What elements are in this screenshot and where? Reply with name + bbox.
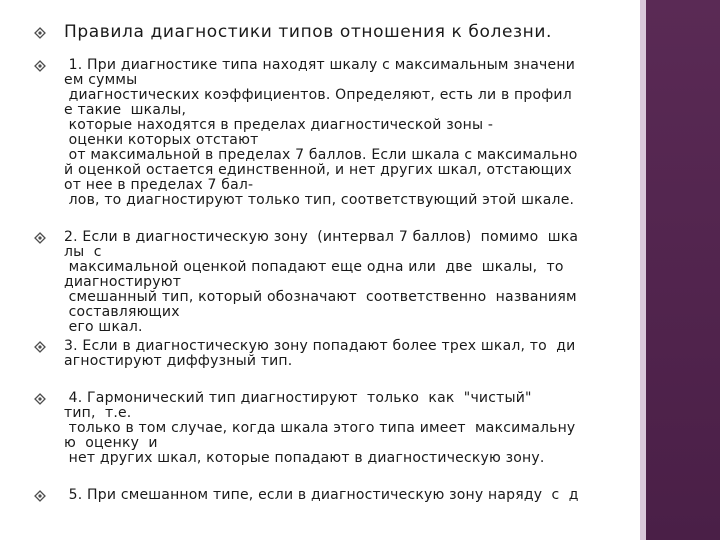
rule-line: ю оценку и	[64, 435, 158, 451]
slide-title	[34, 22, 609, 42]
rule-line: только в том случае, когда шкала этого типа имеет максимальну	[64, 420, 576, 436]
side-panel-stripe	[640, 0, 646, 540]
rule-line: максимальной оценкой попадают еще одна или две шкалы, то	[64, 259, 564, 275]
rule-line: которые находятся в пределах диагностической зоны -	[64, 117, 494, 133]
rule-line: смешанный тип, который обозначают соответственно названиям	[64, 289, 577, 305]
rule-line: 3. Если в диагностическую зону попадают более трех шкал, то ди	[64, 338, 576, 354]
rule-line: оценки которых отстают	[64, 132, 259, 148]
rule-4	[34, 391, 609, 466]
rule-line: й оценкой остается единственной, и нет других шкал, отстающих	[64, 162, 572, 178]
rule-line: ем суммы	[64, 72, 138, 88]
rule-line: лы с	[64, 244, 102, 260]
rule-line: нет других шкал, которые попадают в диагностическую зону.	[64, 450, 545, 466]
decorative-side-panel	[640, 0, 720, 540]
rule-line: диагностических коэффициентов. Определяют, есть ли в профил	[64, 87, 572, 103]
rule-line: его шкал.	[64, 319, 143, 335]
rule-1	[34, 58, 609, 208]
rule-line: 5. При смешанном типе, если в диагностическую зону наряду с д	[64, 487, 579, 503]
rule-line: 4. Гармонический тип диагностируют только как "чистый"	[64, 390, 532, 406]
rule-line: агностируют диффузный тип.	[64, 353, 293, 369]
rule-5	[34, 488, 609, 503]
diamond-bullet-icon	[34, 341, 46, 353]
rule-2	[34, 230, 609, 335]
rule-line: составляющих	[64, 304, 180, 320]
title-text: Правила диагностики типов отношения к болезни.	[64, 22, 553, 42]
diamond-bullet-icon	[34, 490, 46, 502]
diamond-bullet-icon	[34, 232, 46, 244]
rule-line: диагностируют	[64, 274, 182, 290]
rule-line: от нее в пределах 7 бал-	[64, 177, 254, 193]
rule-line: тип, т.е.	[64, 405, 132, 421]
rule-line: е такие шкалы,	[64, 102, 187, 118]
slide-content	[34, 22, 609, 503]
diamond-bullet-icon	[34, 60, 46, 72]
rule-line: лов, то диагностируют только тип, соответствующий этой шкале.	[64, 192, 575, 208]
rule-line: 2. Если в диагностическую зону (интервал 7 баллов) помимо шка	[64, 229, 579, 245]
rule-line: 1. При диагностике типа находят шкалу с максимальным значени	[64, 57, 575, 73]
rule-3	[34, 339, 609, 369]
rule-line: от максимальной в пределах 7 баллов. Если шкала с максимально	[64, 147, 578, 163]
diamond-bullet-icon	[34, 393, 46, 405]
diamond-bullet-icon	[34, 27, 46, 39]
